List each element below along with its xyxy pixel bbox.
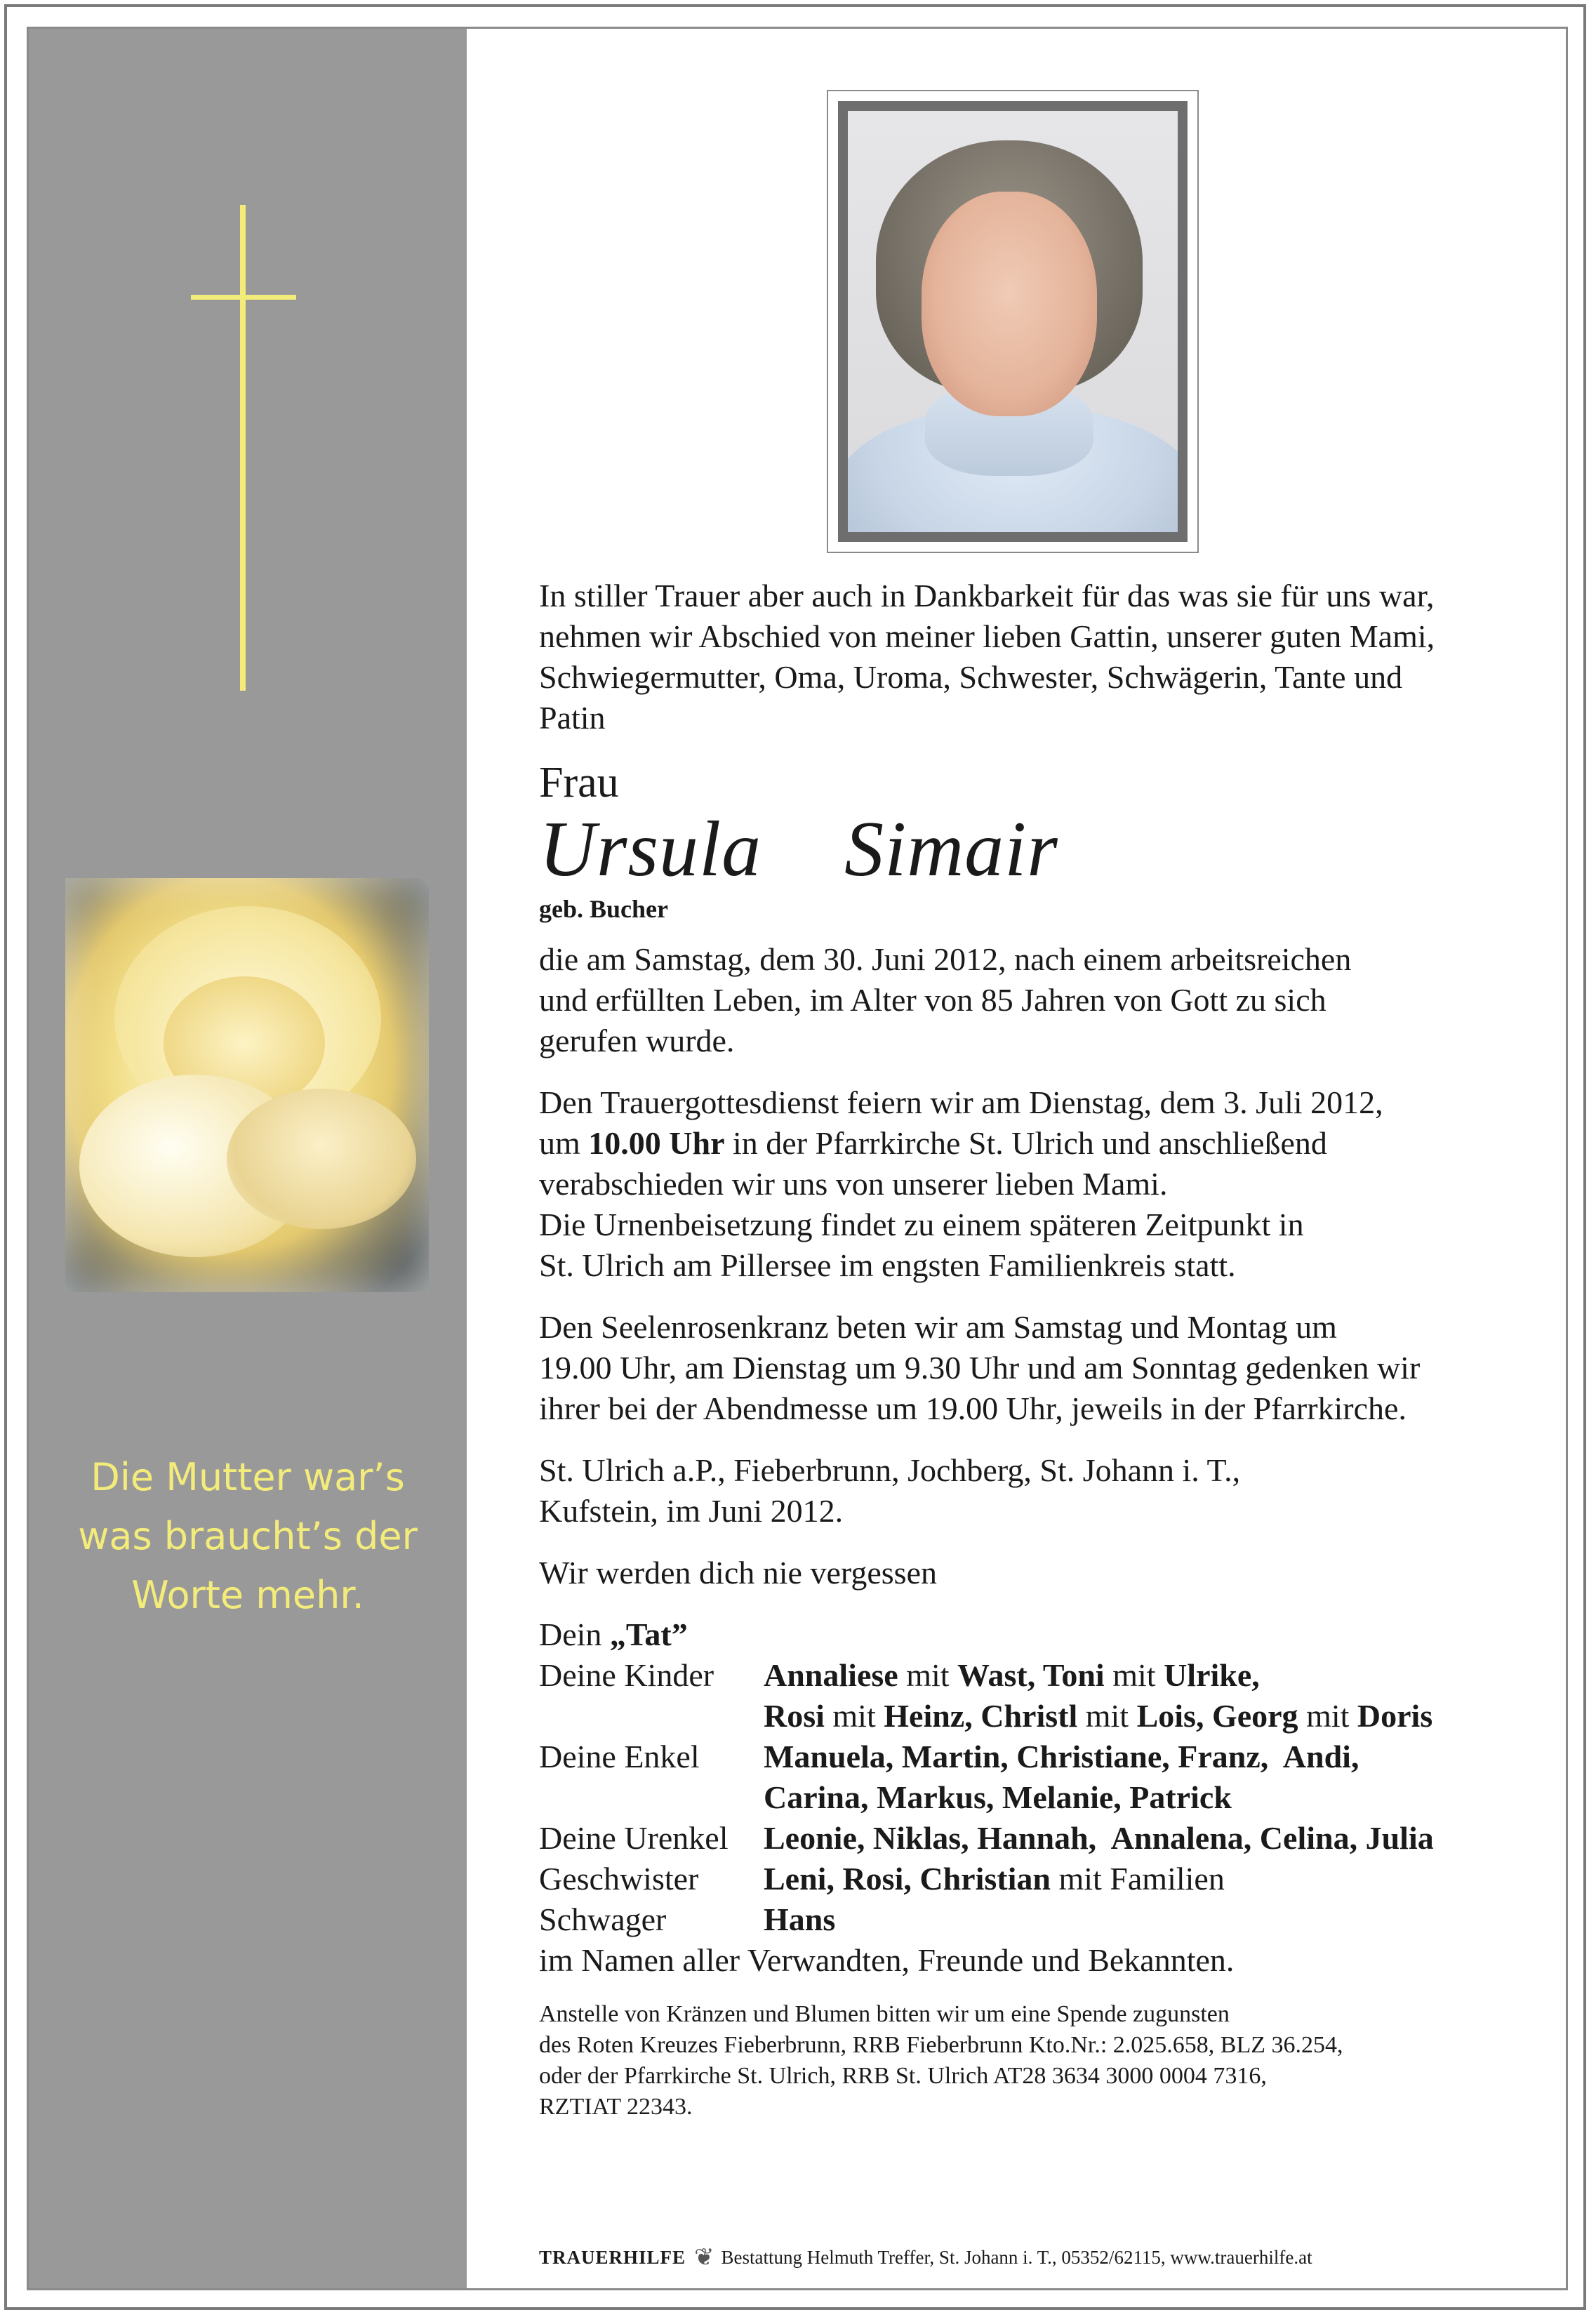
- family-row-schwager: [539, 1899, 1543, 1940]
- cross-icon-bar: [191, 295, 296, 300]
- service-line: Den Trauergottesdienst feiern wir am Dienstag, dem 3. Juli 2012,: [539, 1084, 1383, 1120]
- sidebar-quote: [29, 1448, 467, 1625]
- family-list: [539, 1655, 1543, 1981]
- connector-text: mit: [824, 1698, 884, 1734]
- rose-image: [65, 878, 429, 1292]
- place-paragraph: [539, 1450, 1543, 1532]
- quote-line: Die Mutter war’s: [91, 1455, 405, 1499]
- maiden-name: geb. Bucher: [539, 895, 668, 923]
- service-line: St. Ulrich am Pillersee im engsten Familienkreis statt.: [539, 1247, 1236, 1283]
- husband-name: „Tat”: [609, 1616, 688, 1652]
- service-line: um 10.00 Uhr in der Pfarrkirche St. Ulrich und anschließend: [539, 1125, 1327, 1161]
- family-row-kinder-cont: [539, 1696, 1543, 1737]
- family-names: [764, 1655, 1260, 1696]
- footer: [539, 2243, 1312, 2271]
- never-forget: Wir werden dich nie vergessen: [539, 1555, 937, 1591]
- family-names: Leni, Rosi, Christian mit Familien: [764, 1861, 1225, 1897]
- connector-text: mit: [1077, 1698, 1137, 1734]
- family-label: Geschwister: [539, 1861, 699, 1897]
- deceased-name: Ursula Simair: [539, 806, 1058, 893]
- death-paragraph: [539, 939, 1543, 1061]
- person-name: Annaliese: [764, 1657, 898, 1693]
- connector-text: mit: [1104, 1657, 1164, 1693]
- death-line: und erfüllten Leben, im Alter von 85 Jahren von Gott zu sich: [539, 982, 1326, 1018]
- donation-line: RZTIAT 22343.: [539, 2094, 693, 2120]
- family-row-enkel-cont: [539, 1777, 1543, 1818]
- connector-text: mit: [1298, 1698, 1357, 1734]
- quote-line: was braucht’s der: [78, 1514, 418, 1558]
- death-line: die am Samstag, dem 30. Juni 2012, nach einem arbeitsreichen: [539, 941, 1352, 977]
- title-frau: Frau: [539, 759, 619, 806]
- portrait-frame: [827, 90, 1199, 553]
- service-time: 10.00 Uhr: [588, 1125, 725, 1161]
- donation-line: oder der Pfarrkirche St. Ulrich, RRB St. Ulrich AT28 3634 3000 0004 7316,: [539, 2063, 1267, 2089]
- family-names: Leonie, Niklas, Hannah, Annalena, Celina, Julia: [764, 1820, 1434, 1856]
- service-line: verabschieden wir uns von unserer lieben Mami.: [539, 1166, 1168, 1202]
- leaf-icon: ❦: [694, 2245, 714, 2271]
- portrait-photo: [838, 101, 1188, 542]
- family-names: Manuela, Martin, Christiane, Franz, Andi,: [764, 1739, 1359, 1774]
- donation-paragraph: [539, 1999, 1543, 2123]
- donation-line: des Roten Kreuzes Fieberbrunn, RRB Fieberbrunn Kto.Nr.: 2.025.658, BLZ 36.254,: [539, 2032, 1343, 2058]
- footer-brand: TRAUERHILFE: [539, 2246, 686, 2268]
- family-label: Deine Urenkel: [539, 1820, 729, 1856]
- service-line: Die Urnenbeisetzung findet zu einem späteren Zeitpunkt in: [539, 1207, 1304, 1242]
- family-label: Schwager: [539, 1901, 667, 1937]
- person-name: Wast, Toni: [957, 1657, 1105, 1693]
- cross-icon: [240, 205, 246, 691]
- intro-line: Patin: [539, 700, 606, 736]
- intro-paragraph: [539, 576, 1543, 738]
- family-row-kinder: [539, 1655, 1543, 1696]
- person-name: Ulrike,: [1164, 1657, 1260, 1693]
- notice-content: [539, 576, 1543, 2123]
- person-name: Rosi: [764, 1698, 825, 1734]
- footer-text: Bestattung Helmuth Treffer, St. Johann i. T., 05352/62115, www.trauerhilfe.at: [721, 2246, 1312, 2268]
- intro-line: nehmen wir Abschied von meiner lieben Gattin, unserer guten Mami,: [539, 618, 1435, 654]
- connector-text: mit: [898, 1657, 958, 1693]
- service-paragraph: [539, 1082, 1543, 1286]
- family-names: Carina, Markus, Melanie, Patrick: [764, 1779, 1232, 1815]
- place-line: Kufstein, im Juni 2012.: [539, 1493, 844, 1529]
- death-line: gerufen wurde.: [539, 1023, 735, 1058]
- family-label: Deine Enkel: [539, 1739, 700, 1774]
- intro-line: In stiller Trauer aber auch in Dankbarkeit für das was sie für uns war,: [539, 578, 1435, 613]
- family-row-enkel: [539, 1737, 1543, 1777]
- family-row-urenkel: [539, 1818, 1543, 1859]
- rosary-paragraph: [539, 1307, 1543, 1429]
- family-row-geschwister: [539, 1859, 1543, 1899]
- place-line: St. Ulrich a.P., Fieberbrunn, Jochberg, St. Johann i. T.,: [539, 1452, 1241, 1488]
- intro-line: Schwiegermutter, Oma, Uroma, Schwester, Schwägerin, Tante und: [539, 659, 1403, 695]
- quote-line: Worte mehr.: [131, 1573, 364, 1617]
- person-name: Heinz, Christl: [884, 1698, 1078, 1734]
- rosary-line: Den Seelenrosenkranz beten wir am Samstag und Montag um: [539, 1309, 1337, 1345]
- rosary-line: ihrer bei der Abendmesse um 19.00 Uhr, jeweils in der Pfarrkirche.: [539, 1390, 1407, 1426]
- donation-line: Anstelle von Kränzen und Blumen bitten wir um eine Spende zugunsten: [539, 2001, 1230, 2027]
- family-names: [764, 1696, 1432, 1737]
- family-names: Hans: [764, 1901, 836, 1937]
- family-closing: im Namen aller Verwandten, Freunde und Bekannten.: [539, 1942, 1235, 1978]
- family-label: Deine Kinder: [539, 1657, 714, 1693]
- person-name: Lois, Georg: [1136, 1698, 1298, 1734]
- person-name: Doris: [1357, 1698, 1433, 1734]
- rosary-line: 19.00 Uhr, am Dienstag um 9.30 Uhr und am Sonntag gedenken wir: [539, 1350, 1421, 1386]
- husband-line: Dein „Tat”: [539, 1616, 688, 1652]
